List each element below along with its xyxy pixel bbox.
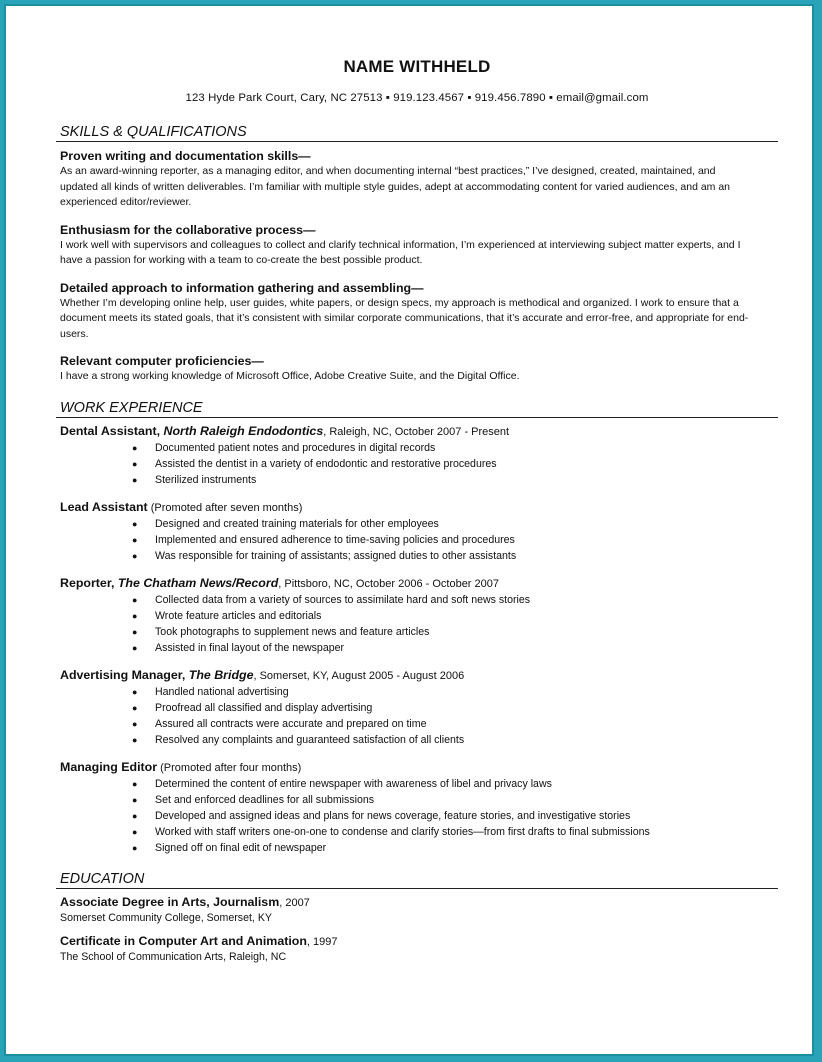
education-header xyxy=(60,895,778,911)
duty-text: Assured all contracts were accurate and prepared on time xyxy=(155,717,427,730)
bullet-icon: ● xyxy=(132,518,138,529)
skill-line: I have a strong working knowledge of Microsoft Office, Adobe Creative Suite, and the Digital Office. xyxy=(60,370,520,382)
skill-heading: Proven writing and documentation skills— xyxy=(60,149,311,163)
duty-list xyxy=(60,684,778,748)
bullet-icon: ● xyxy=(132,642,138,653)
bullet-icon: ● xyxy=(132,794,138,805)
skill-line: have a passion for working with a team to co-create the best possible product. xyxy=(60,254,423,266)
duty-item xyxy=(60,592,778,608)
duty-item xyxy=(60,716,778,732)
job-role: Advertising Manager, xyxy=(60,667,189,682)
resume-document xyxy=(56,56,778,965)
education-entry xyxy=(60,934,778,965)
job-organization: The Bridge xyxy=(188,667,254,682)
job-header xyxy=(60,668,778,684)
education-entry xyxy=(60,895,778,926)
skill-heading: Enthusiasm for the collaborative process— xyxy=(60,222,316,237)
duty-text: Developed and assigned ideas and plans for news coverage, feature stories, and investigative stories xyxy=(155,809,631,822)
job-meta: (Promoted after seven months) xyxy=(147,501,303,514)
bullet-icon: ● xyxy=(132,734,138,745)
duty-item xyxy=(60,824,778,840)
duty-item xyxy=(60,516,778,532)
skill-description xyxy=(60,296,778,343)
skill-line: I work well with supervisors and colleagues to collect and clarify technical information, I’m experienced at interviewing subject matter experts, and I xyxy=(60,238,741,251)
contact-line: 123 Hyde Park Court, Cary, NC 27513 ▪ 919.123.4567 ▪ 919.456.7890 ▪ email@gmail.com xyxy=(185,92,649,104)
duty-item xyxy=(60,732,778,748)
job-meta: , Somerset, KY, August 2005 - August 2006 xyxy=(253,669,465,682)
job-role: Dental Assistant, xyxy=(60,423,164,438)
job-header xyxy=(60,760,778,776)
section-title-skills: SKILLS & QUALIFICATIONS xyxy=(56,124,778,142)
degree-year: , 1997 xyxy=(306,935,338,948)
school-name: The School of Communication Arts, Raleigh, NC xyxy=(60,950,287,963)
bullet-icon: ● xyxy=(132,826,138,837)
job-entry xyxy=(60,760,778,856)
duty-text: Proofread all classified and display advertising xyxy=(155,701,373,714)
duty-item xyxy=(60,640,778,656)
duty-text: Wrote feature articles and editorials xyxy=(155,609,322,622)
skill-line: Whether I’m developing online help, user guides, white papers, or design specs, my approach is methodical and organized. I work to ensure that a xyxy=(60,296,739,309)
duty-list xyxy=(60,516,778,564)
job-header xyxy=(60,576,778,592)
job-entry xyxy=(60,500,778,564)
degree-name: Associate Degree in Arts, Journalism xyxy=(60,894,280,909)
candidate-name: NAME WITHHELD xyxy=(343,57,491,76)
job-meta: (Promoted after four months) xyxy=(157,761,302,774)
bullet-icon: ● xyxy=(132,474,138,485)
duty-text: Documented patient notes and procedures in digital records xyxy=(155,441,436,454)
bullet-icon: ● xyxy=(132,534,138,545)
skill-description xyxy=(60,369,778,385)
bullet-icon: ● xyxy=(132,458,138,469)
job-header xyxy=(60,424,778,440)
duty-item xyxy=(60,624,778,640)
skill-line: experienced editor/reviewer. xyxy=(60,196,192,208)
duty-item xyxy=(60,456,778,472)
bullet-icon: ● xyxy=(132,594,138,605)
degree-year: , 2007 xyxy=(279,896,310,909)
duty-text: Signed off on final edit of newspaper xyxy=(155,841,327,854)
duty-text: Was responsible for training of assistants; assigned duties to other assistants xyxy=(155,549,517,562)
job-entry xyxy=(60,424,778,488)
skills-list xyxy=(56,149,778,385)
duty-text: Implemented and ensured adherence to time-saving policies and procedures xyxy=(155,533,515,546)
skill-item xyxy=(60,149,778,211)
skill-description xyxy=(60,164,778,211)
duty-item xyxy=(60,548,778,564)
job-organization: The Chatham News/Record xyxy=(117,575,279,590)
duty-item xyxy=(60,472,778,488)
duty-item xyxy=(60,808,778,824)
bullet-icon: ● xyxy=(132,550,138,561)
bullet-icon: ● xyxy=(132,718,138,729)
section-title-work: WORK EXPERIENCE xyxy=(56,400,778,418)
duty-text: Determined the content of entire newspaper with awareness of libel and privacy laws xyxy=(155,777,552,790)
duty-text: Handled national advertising xyxy=(155,685,289,698)
duty-text: Assisted in final layout of the newspaper xyxy=(155,641,345,654)
bullet-icon: ● xyxy=(132,702,138,713)
job-role: Reporter, xyxy=(60,575,118,590)
skill-description xyxy=(60,238,778,269)
education-list xyxy=(56,895,778,965)
job-entry xyxy=(60,668,778,748)
duty-item xyxy=(60,684,778,700)
job-header xyxy=(60,500,778,516)
job-meta: , Pittsboro, NC, October 2006 - October 2007 xyxy=(278,577,500,590)
bullet-icon: ● xyxy=(132,442,138,453)
duty-item xyxy=(60,700,778,716)
job-organization: North Raleigh Endodontics xyxy=(163,423,324,438)
bullet-icon: ● xyxy=(132,686,138,697)
duty-list xyxy=(60,776,778,856)
skill-item xyxy=(60,281,778,343)
skill-line: updated all kinds of written deliverables. I’m familiar with multiple style guides, adept at accommodating content for varied audiences, and am an xyxy=(60,180,731,193)
duty-text: Assisted the dentist in a variety of endodontic and restorative procedures xyxy=(155,457,497,470)
skill-line: document meets its stated goals, that it’s consistent with similar corporate communications, that it’s accurate and error-free, and appropriate for end- xyxy=(60,312,749,324)
bullet-icon: ● xyxy=(132,842,138,853)
education-header xyxy=(60,934,778,950)
skill-item xyxy=(60,354,778,385)
skill-item xyxy=(60,223,778,269)
job-role: Managing Editor xyxy=(60,759,158,774)
duty-text: Worked with staff writers one-on-one to condense and clarify stories—from first drafts to final submissions xyxy=(155,825,650,838)
bullet-icon: ● xyxy=(132,810,138,821)
bullet-icon: ● xyxy=(132,778,138,789)
resume-page xyxy=(4,4,814,1056)
duty-text: Designed and created training materials for other employees xyxy=(155,517,439,530)
duty-text: Collected data from a variety of sources to assimilate hard and soft news stories xyxy=(155,593,531,606)
duty-list xyxy=(60,592,778,656)
skill-heading: Relevant computer proficiencies— xyxy=(60,354,264,368)
job-meta: , Raleigh, NC, October 2007 - Present xyxy=(323,425,510,438)
skill-line: As an award-winning reporter, as a managing editor, and when documenting internal “best practices,” I’ve designed, created, maintained, and xyxy=(60,165,716,177)
skill-line: users. xyxy=(60,327,89,340)
duty-item xyxy=(60,776,778,792)
section-title-education: EDUCATION xyxy=(56,871,778,889)
job-entry xyxy=(60,576,778,656)
skill-heading: Detailed approach to information gathering and assembling— xyxy=(60,280,424,295)
duty-item xyxy=(60,608,778,624)
job-role: Lead Assistant xyxy=(60,499,148,514)
jobs-list xyxy=(56,424,778,856)
duty-item xyxy=(60,792,778,808)
duty-list xyxy=(60,440,778,488)
degree-name: Certificate in Computer Art and Animation xyxy=(60,933,307,948)
duty-item xyxy=(60,532,778,548)
bullet-icon: ● xyxy=(132,610,138,621)
duty-text: Set and enforced deadlines for all submissions xyxy=(155,793,375,806)
duty-text: Took photographs to supplement news and feature articles xyxy=(155,625,430,638)
school-name: Somerset Community College, Somerset, KY xyxy=(60,911,272,924)
bullet-icon: ● xyxy=(132,626,138,637)
duty-item xyxy=(60,440,778,456)
duty-text: Resolved any complaints and guaranteed satisfaction of all clients xyxy=(155,733,465,746)
duty-item xyxy=(60,840,778,856)
duty-text: Sterilized instruments xyxy=(155,473,257,486)
